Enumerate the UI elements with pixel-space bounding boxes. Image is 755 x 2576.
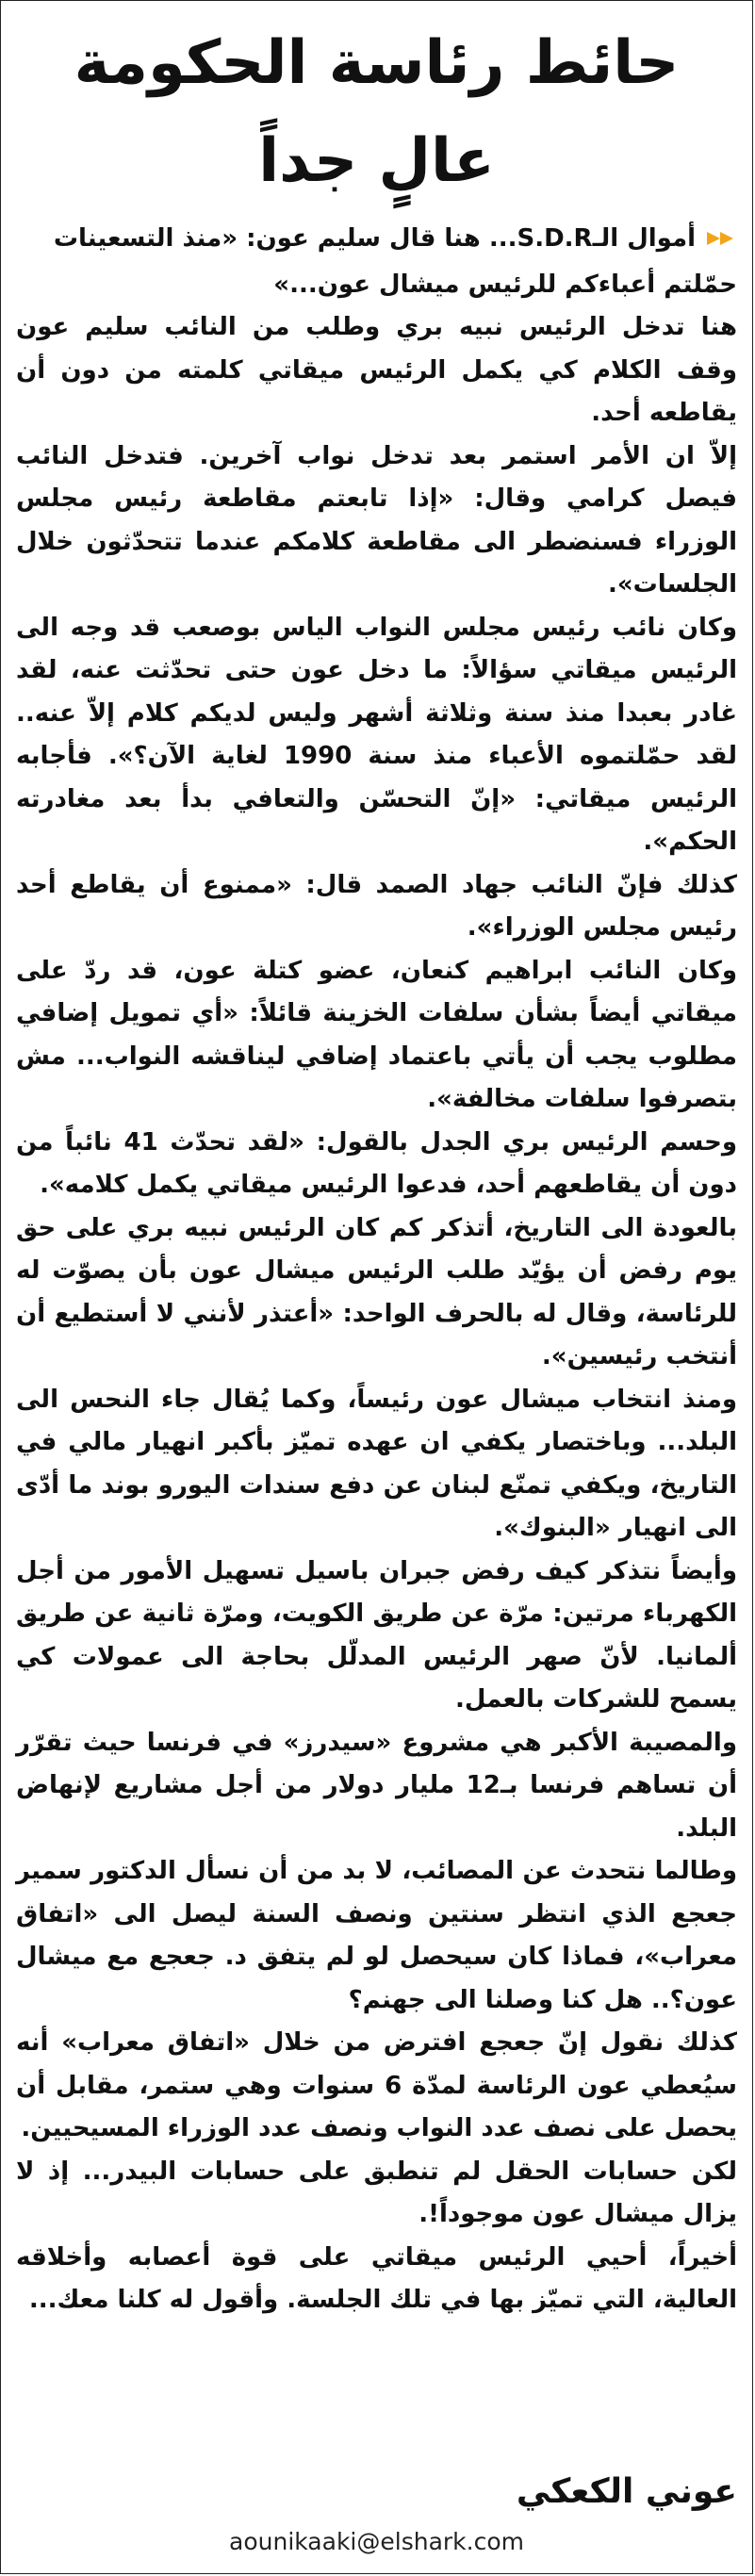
lead-text: أموال الـS.D.R... هنا قال سليم عون: «منذ التسعينات حمّلتم أعباءكم للرئيس ميشال عون...» [53,224,737,299]
author-email[interactable]: aounikaaki@elshark.com [229,2528,524,2555]
headline-line-2: عالٍ جداً [258,126,495,196]
paragraph: هنا تدخل الرئيس نبيه بري وطلب من النائب سليم عون وقف الكلام كي يكمل الرئيس ميقاتي كلمته من دون أن يقاطعه أحد. [16,313,737,427]
article-body [16,306,737,2322]
lead-paragraph [16,216,737,307]
paragraph: والمصيبة الأكبر هي مشروع «سيدرز» في فرنسا حيث تقرّر أن تساهم فرنسا بـ12 مليار دولار من أجل مشاريع لإنهاض البلد. [16,1728,737,1843]
paragraph: وحسم الرئيس بري الجدل بالقول: «لقد تحدّث 41 نائباً من دون أن يقاطعهم أحد، فدعوا الرئيس ميقاتي يكمل كلامه». [16,1127,738,1199]
paragraph: وطالما نتحدث عن المصائب، لا بد من أن نسأل الدكتور سمير جعجع الذي انتظر سنتين ونصف السنة ليصل الى «اتفاق معراب»، فماذا كان سيحصل لو لم يتفق د. جعجع مع ميشال عون؟.. هل كنا وصلنا الى جهنم؟ [16,1857,737,2014]
headline [1,14,752,210]
headline-line-1: حائط رئاسة الحكومة [74,28,680,98]
paragraph: وكان النائب ابراهيم كنعان، عضو كتلة عون، قد ردّ على ميقاتي أيضاً بشأن سلفات الخزينة قائلاً: «أي تمويل إضافي مطلوب يجب أن يأتي باعتماد إضافي ليناقشه النواب... مش بتصرفوا سلفات مخالفة». [16,956,737,1113]
paragraph: كذلك فإنّ النائب جهاد الصمد قال: «ممنوع أن يقاطع أحد رئيس مجلس الوزراء». [16,870,737,942]
paragraph: لكن حسابات الحقل لم تنطبق على حسابات البيدر... إذ لا يزال ميشال عون موجوداً!. [16,2157,737,2228]
paragraph: أخيراً، أحيي الرئيس ميقاتي على قوة أعصابه وأخلاقه العالية، التي تميّز بها في تلك الجلسة. وأقول له كلنا معك... [16,2242,737,2314]
paragraph: إلاّ ان الأمر استمر بعد تدخل نواب آخرين. فتدخل النائب فيصل كرامي وقال: «إذا تابعتم مقاطعة رئيس مجلس الوزراء فسنضطر الى مقاطعة كلامكم عندما تتحدّثون خلال الجلسات». [16,441,737,599]
paragraph: ومنذ انتخاب ميشال عون رئيساً، وكما يُقال جاء النحس الى البلد... وباختصار يكفي ان عهده تميّز بأكبر انهيار مالي في التاريخ، ويكفي تمنّع لبنان عن دفع سندات اليورو بوند ما أدّى الى انهيار «البنوك». [16,1385,737,1542]
author-name: عوني الكعكي [516,2472,737,2511]
paragraph: وكان نائب رئيس مجلس النواب الياس بوصعب قد وجه الى الرئيس ميقاتي سؤالاً: ما دخل عون حتى تحدّثت عنه، لقد غادر بعبدا منذ سنة وثلاثة أشهر وليس لديكم كلام إلاّ عنه.. لقد حمّلتموه الأعباء منذ سنة 1990 لغاية الآن؟». فأجابه الرئيس ميقاتي: «إنّ التحسّن والتعافي بدأ بعد مغادرته الحكم». [16,613,737,856]
orange-arrow-icon [705,217,737,262]
paragraph: وأيضاً نتذكر كيف رفض جبران باسيل تسهيل الأمور من أجل الكهرباء مرتين: مرّة عن طريق الكويت، ومرّة ثانية عن طريق ألمانيا. لأنّ صهر الرئيس المدلّل بحاجة الى عمولات كي يسمح للشركات بالعمل. [16,1556,737,1714]
paragraph: كذلك نقول إنّ جعجع افترض من خلال «اتفاق معراب» أنه سيُعطي عون الرئاسة لمدّة 6 سنوات وهي ستمر، مقابل أن يحصل على نصف عدد النواب ونصف عدد الوزراء المسيحيين. [16,2028,737,2142]
paragraph: بالعودة الى التاريخ، أتذكر كم كان الرئيس نبيه بري على حق يوم رفض أن يؤيّد طلب الرئيس ميشال عون بأن يصوّت له للرئاسة، وقال له بالحرف الواحد: «أعتذر لأنني لا أستطيع أن أنتخب رئيسين». [16,1213,737,1370]
